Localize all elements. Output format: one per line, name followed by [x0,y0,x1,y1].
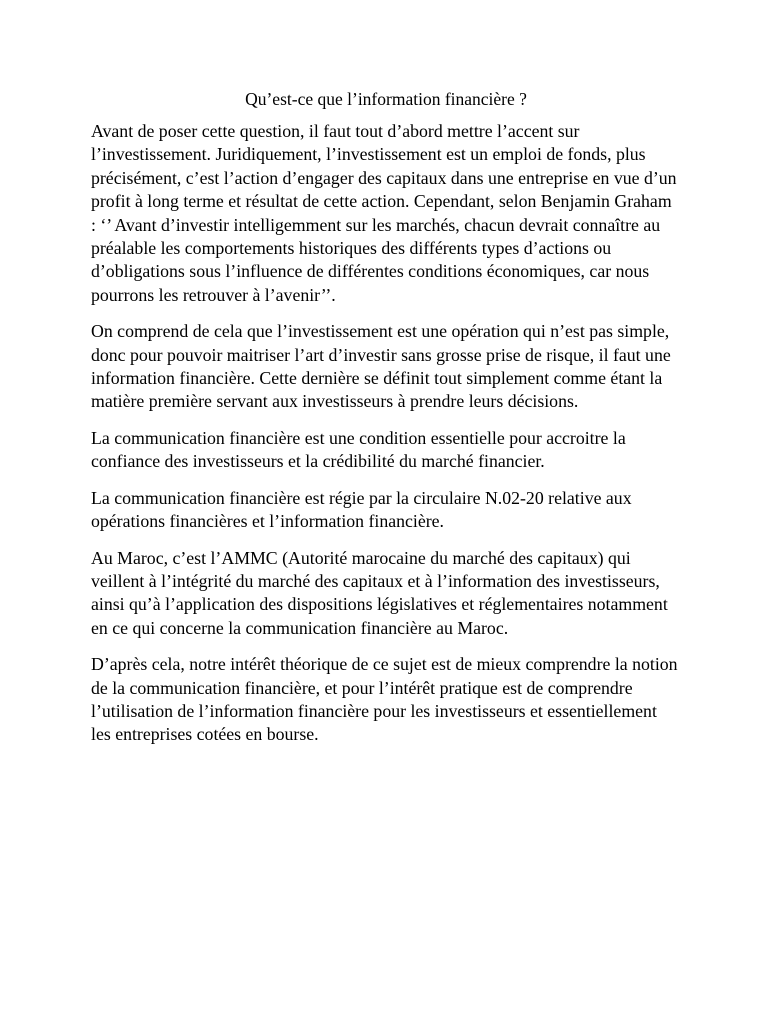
paragraph-ammc: Au Maroc, c’est l’AMMC (Autorité marocaine du marché des capitaux) qui veillent à l’intégrité du marché des capitaux et à l’information des investisseurs, ainsi qu’à l’application des dispositions législatives et réglementaires notamment en ce qui concerne la communication financière au Maroc. [91,547,668,638]
paragraph-communication-condition: La communication financière est une condition essentielle pour accroitre la confiance des investisseurs et la crédibilité du marché financier. [91,427,626,472]
document-body [91,88,681,760]
document-title: Qu’est-ce que l’information financière ? [245,89,527,109]
paragraph-circular: La communication financière est régie par la circulaire N.02-20 relative aux opérations financières et l’information financière. [91,487,632,532]
paragraph-interest: D’après cela, notre intérêt théorique de ce sujet est de mieux comprendre la notion de la communication financière, et pour l’intérêt pratique est de comprendre l’utilisation de l’information financière pour les investisseurs et essentiellement les entreprises cotées en bourse. [91,654,678,745]
paragraph-financial-information: On comprend de cela que l’investissement est une opération qui n’est pas simple, donc pour pouvoir maitriser l’art d’investir sans grosse prise de risque, il faut une information financière. Cette dernière se définit tout simplement comme étant la matière première servant aux investisseurs à prendre leurs décisions. [91,321,671,412]
paragraph-investment: Avant de poser cette question, il faut tout d’abord mettre l’accent sur l’investissement. Juridiquement, l’investissement est un emploi de fonds, plus précisément, c’est l’action d’engager des capitaux dans une entreprise en vue d’un profit à long terme et résultat de cette action. Cependant, selon Benjamin Graham : ‘’ Avant d’investir intelligemment sur les marchés, chacun devrait connaître au préalable les comportements historiques des différents types d’actions ou d’obligations sous l’influence de différentes conditions économiques, car nous pourrons les retrouver à l’avenir’’. [91,121,677,305]
